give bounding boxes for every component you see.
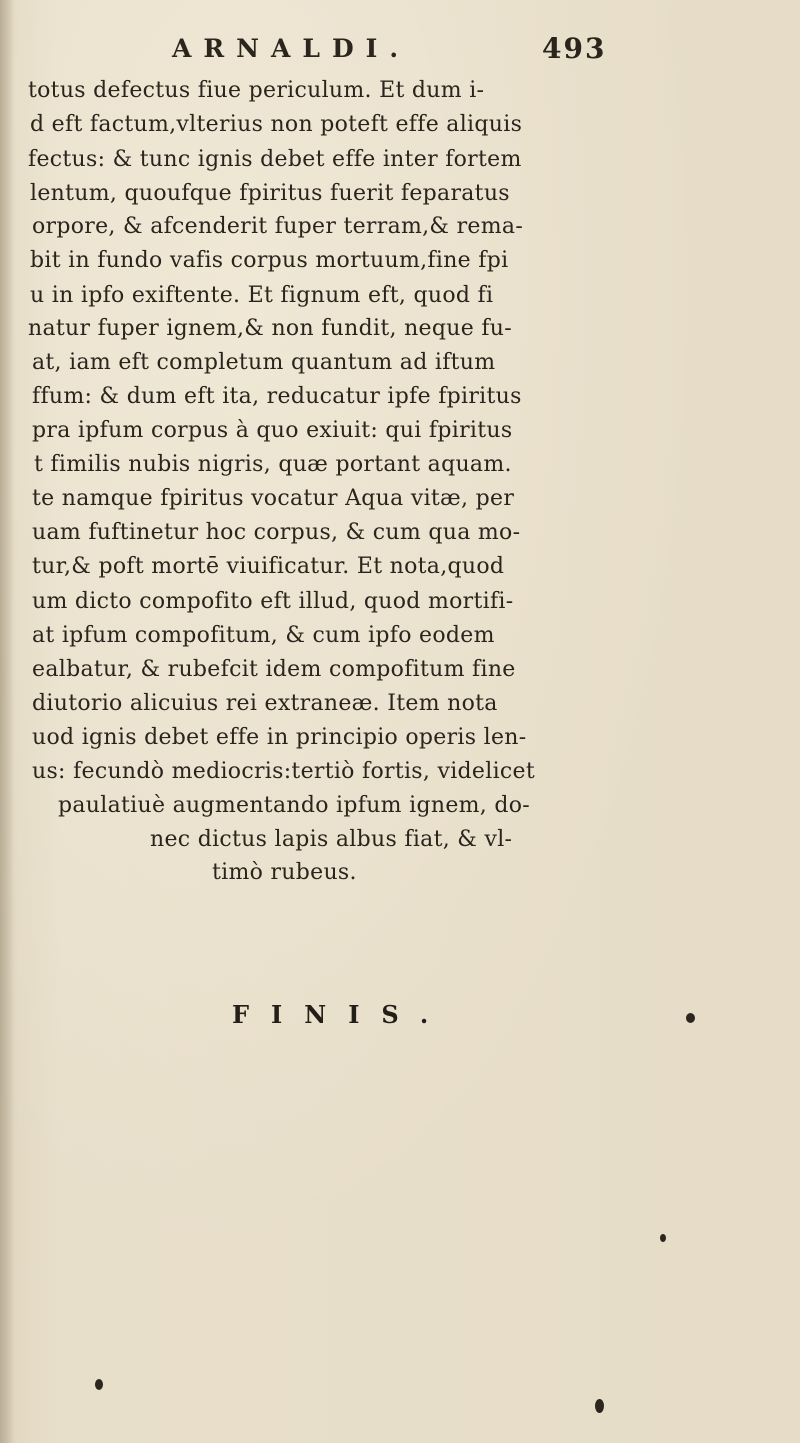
text-line: u in ipfo exiftente. Et fignum eft, quod fi	[30, 283, 494, 308]
text-line: ealbatur, & rubefcit idem compofitum fine	[32, 657, 516, 682]
text-line: at ipfum compofitum, & cum ipfo eodem	[32, 623, 495, 648]
text-line: fectus: & tunc ignis debet effe inter fortem	[28, 147, 522, 172]
text-line: te namque fpiritus vocatur Aqua vitæ, per	[32, 486, 515, 511]
text-line: uam fuftinetur hoc corpus, & cum qua mo-	[32, 520, 521, 545]
text-line: tur,& poft mortē viuificatur. Et nota,quod	[32, 554, 505, 579]
page-header	[0, 34, 800, 74]
text-line: timò rubeus.	[212, 860, 357, 885]
text-line: pra ipfum corpus à quo exiuit: qui fpiritus	[32, 418, 513, 443]
text-line: totus defectus fiue periculum. Et dum i-	[28, 78, 485, 103]
ink-speck	[686, 1013, 695, 1023]
text-line: us: fecundò mediocris:tertiò fortis, videlicet	[32, 759, 535, 784]
finis-colophon: FINIS.	[232, 1000, 451, 1029]
running-head: ARNALDI.	[172, 34, 411, 63]
text-line: at, iam eft completum quantum ad iftum	[32, 350, 496, 375]
page-gutter	[0, 0, 14, 1443]
text-line: natur fuper ignem,& non fundit, neque fu-	[28, 316, 512, 341]
text-line: um dicto compofito eft illud, quod mortifi-	[32, 589, 514, 614]
text-line: uod ignis debet effe in principio operis len-	[32, 725, 527, 750]
text-line: t fimilis nubis nigris, quæ portant aquam.	[34, 452, 512, 477]
ink-speck	[595, 1399, 604, 1413]
text-line: bit in fundo vafis corpus mortuum,fine fpi	[30, 248, 509, 273]
ink-speck	[95, 1379, 103, 1390]
ink-speck	[660, 1234, 666, 1242]
text-line: nec dictus lapis albus fiat, & vl-	[150, 827, 513, 852]
text-line: diutorio alicuius rei extraneæ. Item nota	[32, 691, 498, 716]
text-line: d eft factum,vlterius non poteft effe aliquis	[30, 112, 523, 137]
page-number: 493	[542, 32, 607, 65]
text-line: orpore, & afcenderit fuper terram,& rema-	[32, 214, 524, 239]
text-line: ffum: & dum eft ita, reducatur ipfe fpiritus	[32, 384, 522, 409]
text-line: lentum, quoufque fpiritus fuerit feparatus	[30, 181, 510, 206]
text-line: paulatiuè augmentando ipfum ignem, do-	[58, 793, 531, 818]
